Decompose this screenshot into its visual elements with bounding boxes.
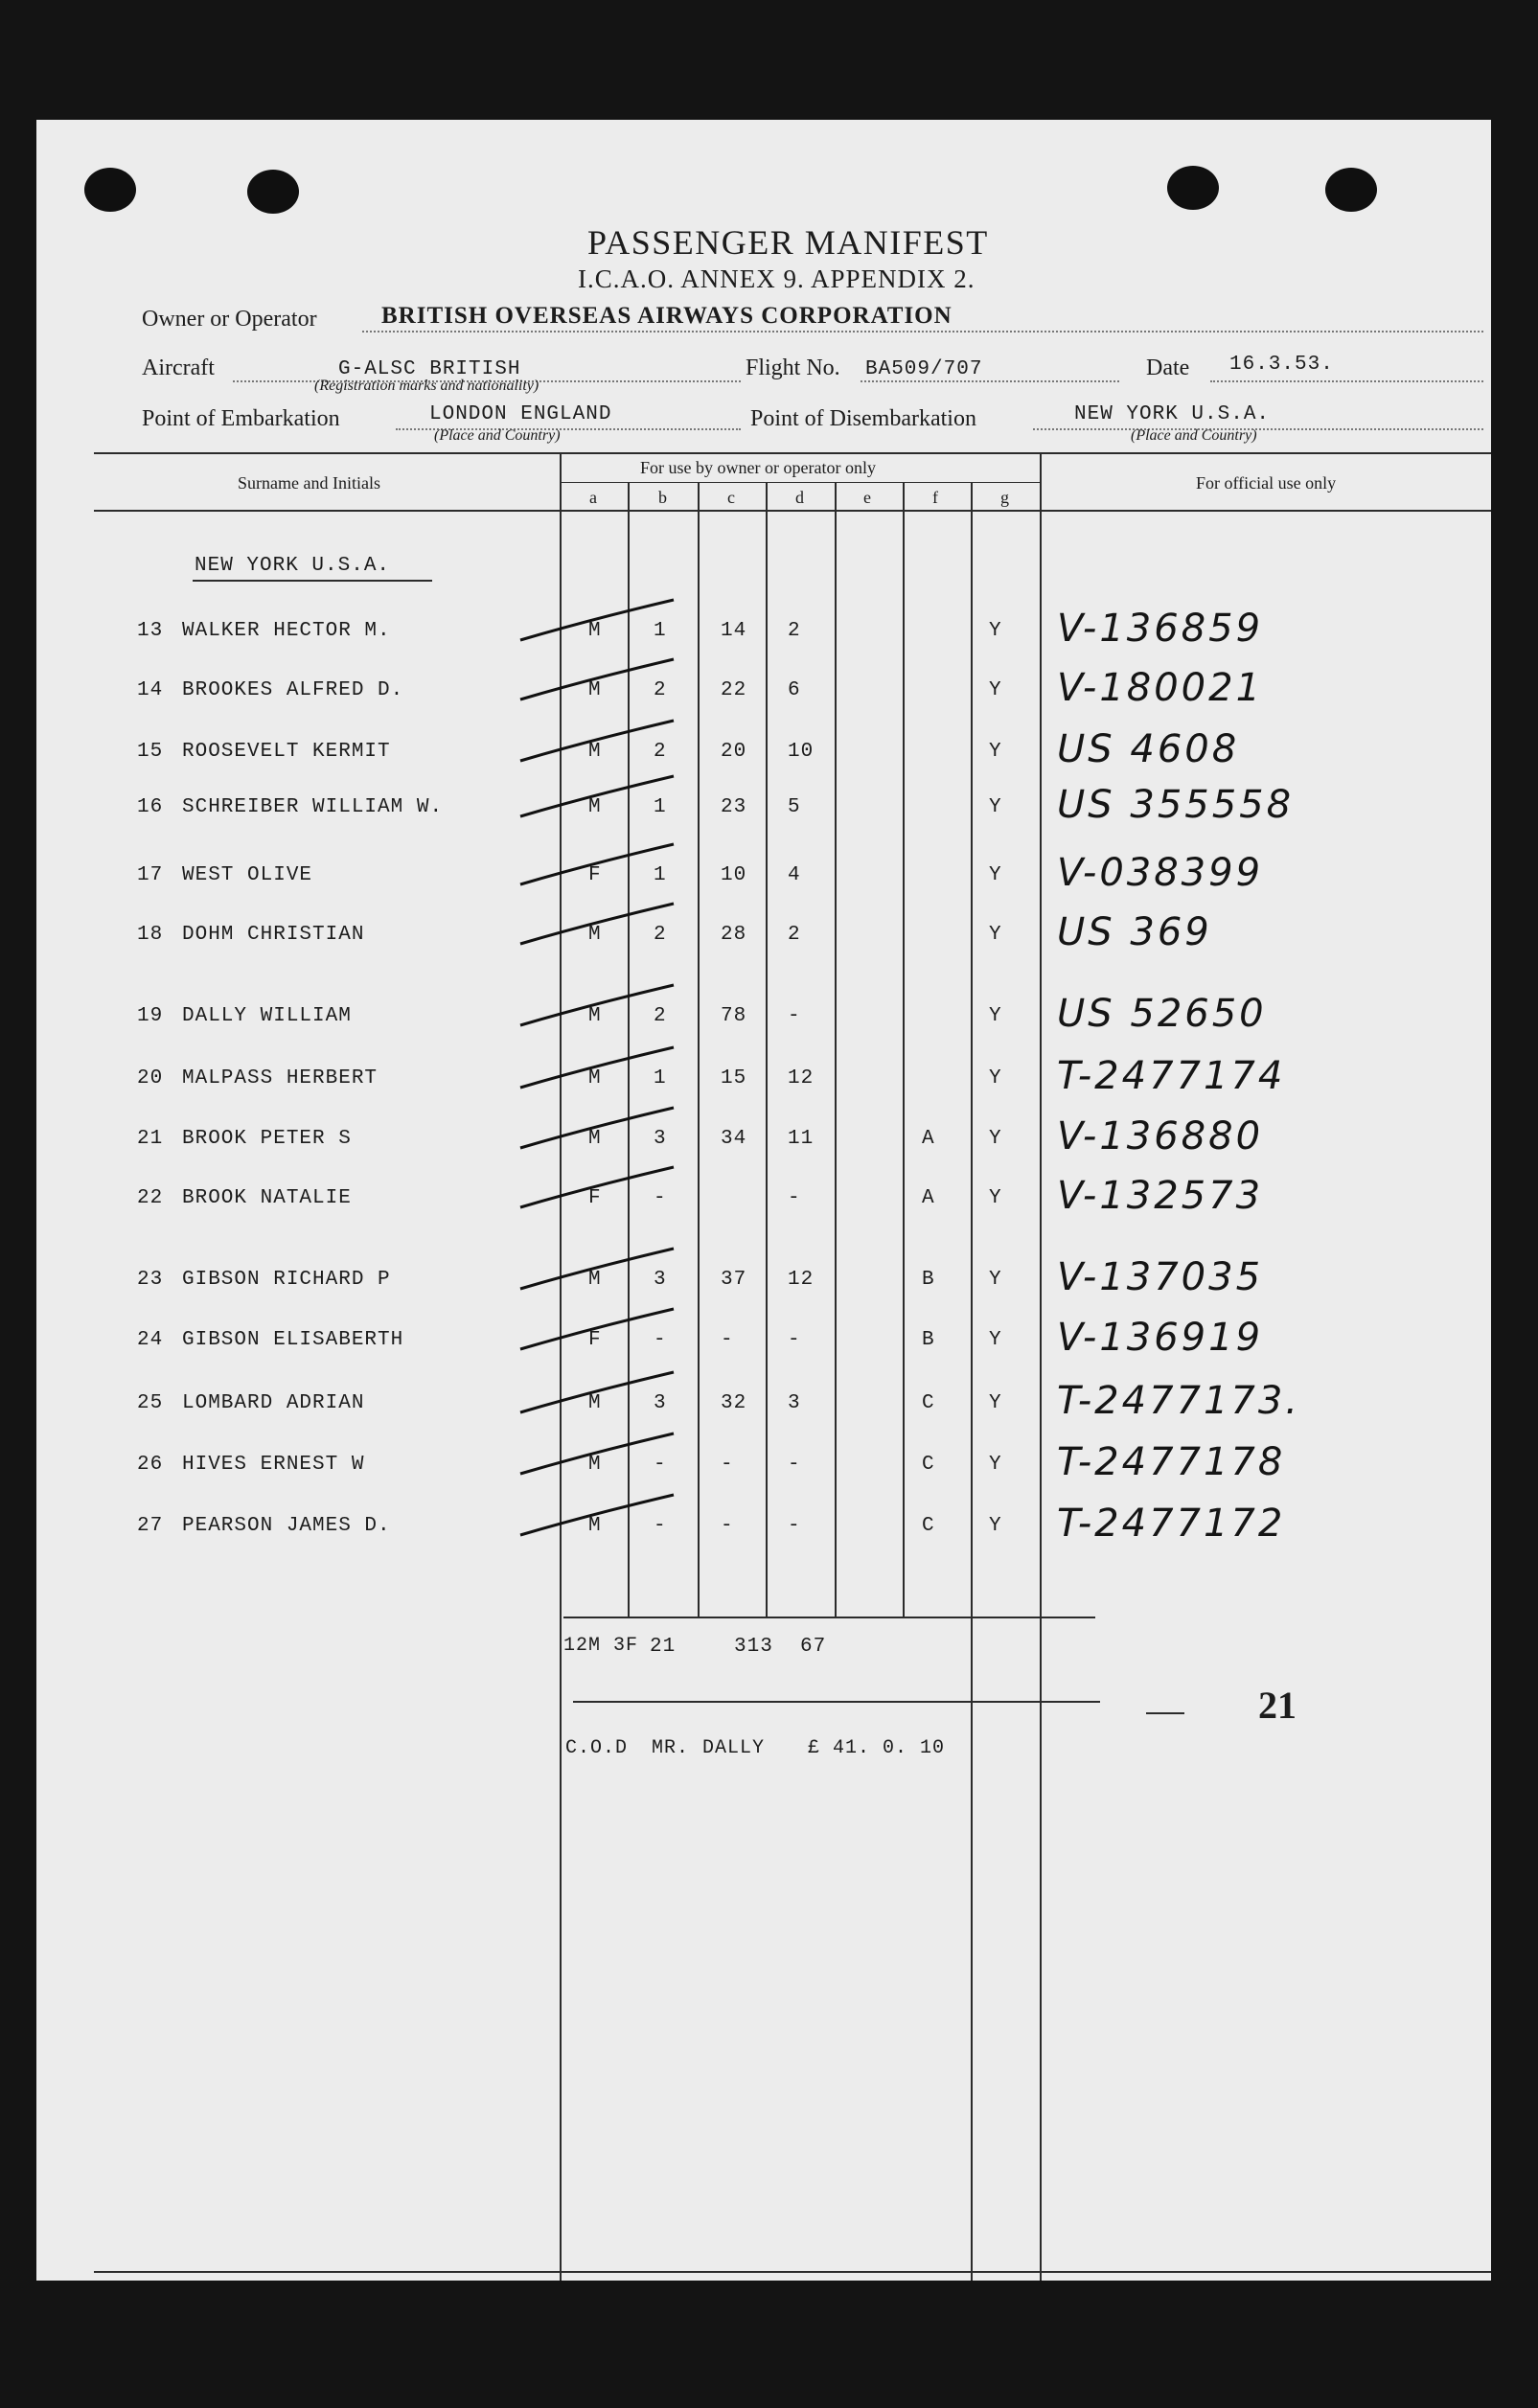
cell-g: Y: [989, 1067, 1002, 1089]
cell-b: -: [654, 1515, 667, 1537]
totals-bottom-rule: [573, 1701, 1100, 1703]
passenger-name: SCHREIBER WILLIAM W.: [182, 796, 444, 818]
col-divider: [766, 482, 768, 1617]
cell-b: 2: [654, 924, 667, 946]
cod-amount: £ 41. 0. 10: [808, 1737, 946, 1759]
cell-g: Y: [989, 864, 1002, 886]
cell-g: Y: [989, 1515, 1002, 1537]
embarkation-value: LONDON ENGLAND: [429, 403, 612, 425]
cell-d: 6: [788, 679, 801, 701]
cell-d: -: [788, 1515, 801, 1537]
cell-a: M: [588, 1515, 602, 1537]
cell-f: C: [922, 1454, 935, 1476]
cell-a: M: [588, 1392, 602, 1414]
cell-d: 3: [788, 1392, 801, 1414]
passenger-name: DALLY WILLIAM: [182, 1005, 352, 1027]
page-title: PASSENGER MANIFEST: [587, 223, 989, 262]
cell-g: Y: [989, 1128, 1002, 1150]
passenger-name: LOMBARD ADRIAN: [182, 1392, 365, 1414]
cell-a: F: [588, 864, 602, 886]
owner-value: BRITISH OVERSEAS AIRWAYS CORPORATION: [381, 303, 953, 329]
column-letter: c: [727, 488, 735, 507]
cell-b: 3: [654, 1392, 667, 1414]
cell-g: Y: [989, 924, 1002, 946]
cell-c: 32: [721, 1392, 747, 1414]
col-divider: [1040, 452, 1042, 2281]
passenger-number: 19: [137, 1005, 164, 1027]
cell-c: 37: [721, 1269, 747, 1291]
cell-b: -: [654, 1187, 667, 1209]
cell-d: 2: [788, 924, 801, 946]
cell-g: Y: [989, 796, 1002, 818]
table-top-rule: [94, 452, 1491, 454]
cell-g: Y: [989, 679, 1002, 701]
official-use-number: V-136880: [1057, 1114, 1264, 1158]
passenger-number: 14: [137, 679, 164, 701]
passenger-name: GIBSON ELISABERTH: [182, 1329, 404, 1351]
cell-f: B: [922, 1329, 935, 1351]
date-value: 16.3.53.: [1229, 354, 1334, 376]
official-use-number: V-180021: [1057, 666, 1264, 710]
official-use-header: For official use only: [1196, 473, 1337, 493]
col-divider: [698, 482, 700, 1617]
cell-b: 1: [654, 620, 667, 642]
cell-a: M: [588, 1067, 602, 1089]
cell-c: -: [721, 1454, 734, 1476]
cell-d: 12: [788, 1067, 815, 1089]
cell-d: 10: [788, 741, 815, 763]
cod-label: C.O.D: [565, 1737, 629, 1759]
cell-d: -: [788, 1454, 801, 1476]
column-letter: e: [863, 488, 871, 507]
total-d: 67: [800, 1636, 827, 1658]
destination-underline: [193, 580, 432, 582]
passenger-number: 26: [137, 1454, 164, 1476]
cell-g: Y: [989, 1269, 1002, 1291]
passenger-number: 24: [137, 1329, 164, 1351]
total-c: 313: [734, 1636, 773, 1658]
date-label: Date: [1146, 355, 1190, 380]
cell-a: M: [588, 796, 602, 818]
col-divider: [628, 482, 630, 1617]
cell-d: -: [788, 1187, 801, 1209]
cell-f: B: [922, 1269, 935, 1291]
totals-rule: [563, 1617, 1095, 1618]
punch-hole: [84, 168, 136, 212]
passenger-name: PEARSON JAMES D.: [182, 1515, 391, 1537]
owner-label: Owner or Operator: [142, 307, 317, 332]
cell-b: 1: [654, 1067, 667, 1089]
cell-c: 15: [721, 1067, 747, 1089]
cell-a: M: [588, 679, 602, 701]
cell-b: -: [654, 1454, 667, 1476]
cell-d: -: [788, 1329, 801, 1351]
passenger-number: 25: [137, 1392, 164, 1414]
passenger-number: 15: [137, 741, 164, 763]
column-letter: g: [1000, 488, 1009, 507]
cell-c: 10: [721, 864, 747, 886]
passenger-name: WEST OLIVE: [182, 864, 313, 886]
official-total-dash: [1146, 1712, 1184, 1714]
official-use-number: T-2477178: [1057, 1440, 1286, 1484]
passenger-number: 23: [137, 1269, 164, 1291]
cell-b: 1: [654, 864, 667, 886]
official-total: 21: [1258, 1684, 1297, 1727]
cell-a: M: [588, 1454, 602, 1476]
punch-hole: [1325, 168, 1377, 212]
cell-g: Y: [989, 1454, 1002, 1476]
official-use-number: T-2477174: [1057, 1054, 1286, 1098]
cell-b: 3: [654, 1128, 667, 1150]
passenger-number: 22: [137, 1187, 164, 1209]
cell-c: 34: [721, 1128, 747, 1150]
cell-d: 11: [788, 1128, 815, 1150]
cell-b: 2: [654, 1005, 667, 1027]
cell-g: Y: [989, 741, 1002, 763]
cell-b: 1: [654, 796, 667, 818]
owner-use-header: For use by owner or operator only: [640, 458, 876, 477]
cell-d: 12: [788, 1269, 815, 1291]
cell-g: Y: [989, 1392, 1002, 1414]
passenger-name: GIBSON RICHARD P: [182, 1269, 391, 1291]
cell-d: 5: [788, 796, 801, 818]
cell-g: Y: [989, 620, 1002, 642]
column-letter: d: [795, 488, 804, 507]
cell-c: 23: [721, 796, 747, 818]
official-use-number: V-038399: [1057, 851, 1264, 895]
cell-d: 4: [788, 864, 801, 886]
disembarkation-caption: (Place and Country): [1131, 427, 1257, 444]
disembarkation-value: NEW YORK U.S.A.: [1074, 403, 1271, 425]
cell-c: 14: [721, 620, 747, 642]
subheader-rule: [561, 482, 1040, 483]
cell-b: 2: [654, 741, 667, 763]
cell-b: 3: [654, 1269, 667, 1291]
passenger-name: WALKER HECTOR M.: [182, 620, 391, 642]
disembarkation-label: Point of Disembarkation: [750, 406, 976, 431]
flight-value: BA509/707: [865, 358, 983, 380]
official-use-number: T-2477173.: [1057, 1379, 1301, 1423]
passenger-number: 18: [137, 924, 164, 946]
official-use-number: V-136859: [1057, 607, 1264, 651]
passenger-name: BROOK NATALIE: [182, 1187, 352, 1209]
passenger-number: 16: [137, 796, 164, 818]
sheet-bottom-rule: [94, 2271, 1491, 2273]
col-divider: [560, 452, 562, 2281]
cell-c: 22: [721, 679, 747, 701]
cod-name: DALLY: [702, 1737, 766, 1759]
manifest-sheet: [36, 120, 1491, 2281]
cell-f: C: [922, 1515, 935, 1537]
cell-a: M: [588, 741, 602, 763]
cell-d: -: [788, 1005, 801, 1027]
cell-g: Y: [989, 1005, 1002, 1027]
flight-label: Flight No.: [746, 355, 840, 380]
official-use-number: US 52650: [1057, 992, 1267, 1036]
column-letter: b: [658, 488, 667, 507]
cell-c: -: [721, 1329, 734, 1351]
cod-mr: MR.: [652, 1737, 690, 1759]
cell-a: M: [588, 620, 602, 642]
cell-c: 78: [721, 1005, 747, 1027]
col-divider: [903, 482, 905, 1617]
name-column-header: Surname and Initials: [238, 473, 380, 493]
cell-a: M: [588, 1269, 602, 1291]
official-use-number: US 369: [1057, 910, 1212, 954]
passenger-name: DOHM CHRISTIAN: [182, 924, 365, 946]
punch-hole: [1167, 166, 1219, 210]
table-header-rule: [94, 510, 1491, 512]
embarkation-caption: (Place and Country): [434, 427, 561, 444]
official-use-number: US 4608: [1057, 727, 1240, 771]
col-divider: [971, 482, 973, 2281]
destination-heading: NEW YORK U.S.A.: [195, 555, 391, 577]
passenger-number: 21: [137, 1128, 164, 1150]
passenger-number: 17: [137, 864, 164, 886]
column-letter: a: [589, 488, 597, 507]
column-letter: f: [932, 488, 938, 507]
cell-a: M: [588, 1005, 602, 1027]
passenger-number: 20: [137, 1067, 164, 1089]
cell-f: A: [922, 1187, 935, 1209]
cell-g: Y: [989, 1329, 1002, 1351]
official-use-number: V-132573: [1057, 1174, 1264, 1218]
passenger-number: 13: [137, 620, 164, 642]
punch-hole: [247, 170, 299, 214]
official-use-number: T-2477172: [1057, 1502, 1286, 1546]
passenger-name: ROOSEVELT KERMIT: [182, 741, 391, 763]
cell-c: -: [721, 1515, 734, 1537]
cell-b: 2: [654, 679, 667, 701]
cell-f: A: [922, 1128, 935, 1150]
cell-a: F: [588, 1187, 602, 1209]
cell-g: Y: [989, 1187, 1002, 1209]
cell-c: 28: [721, 924, 747, 946]
cell-b: -: [654, 1329, 667, 1351]
passenger-name: MALPASS HERBERT: [182, 1067, 379, 1089]
total-a: 12M 3F: [563, 1635, 639, 1657]
passenger-name: BROOK PETER S: [182, 1128, 352, 1150]
passenger-name: HIVES ERNEST W: [182, 1454, 365, 1476]
aircraft-caption: (Registration marks and nationality): [314, 378, 539, 394]
cell-a: M: [588, 924, 602, 946]
page-subtitle: I.C.A.O. ANNEX 9. APPENDIX 2.: [578, 264, 976, 293]
official-use-number: V-137035: [1057, 1255, 1264, 1299]
cell-d: 2: [788, 620, 801, 642]
aircraft-label: Aircraft: [142, 355, 215, 380]
official-use-number: US 355558: [1057, 783, 1295, 827]
official-use-number: V-136919: [1057, 1316, 1264, 1360]
embarkation-label: Point of Embarkation: [142, 406, 340, 431]
cell-c: 20: [721, 741, 747, 763]
cell-f: C: [922, 1392, 935, 1414]
cell-a: F: [588, 1329, 602, 1351]
col-divider: [835, 482, 837, 1617]
passenger-name: BROOKES ALFRED D.: [182, 679, 404, 701]
total-b: 21: [650, 1636, 677, 1658]
cell-a: M: [588, 1128, 602, 1150]
passenger-number: 27: [137, 1515, 164, 1537]
aircraft-value: G-ALSC BRITISH: [338, 358, 521, 380]
